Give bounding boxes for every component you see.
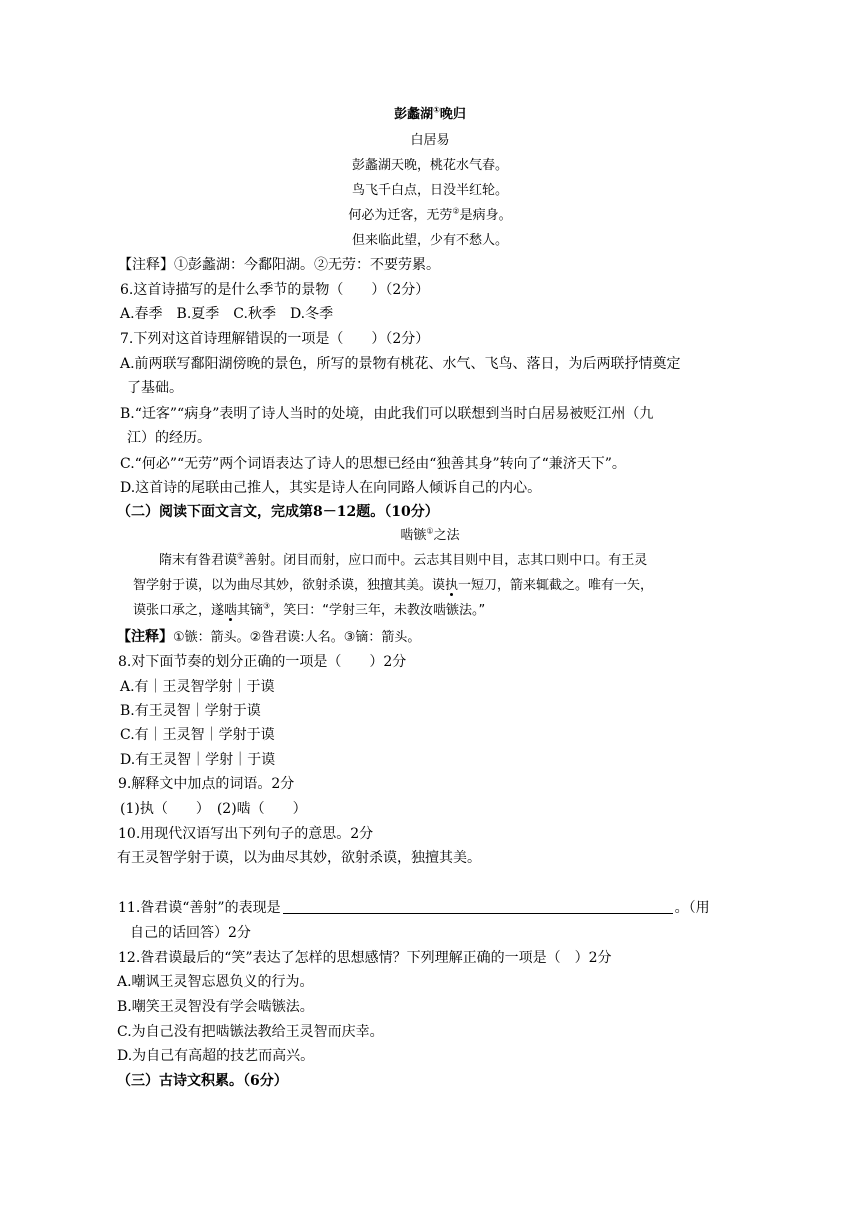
question-8-option: A.有｜王灵智学射｜于谟 [120, 679, 275, 695]
question-8-option: C.有｜王灵智｜学射于谟 [120, 727, 275, 743]
poem-annotation: 【注释】①彭蠡湖：今鄱阳湖。②无劳：不要劳累。 [118, 257, 440, 273]
question-7-option-b: B.“迁客”“病身”表明了诗人当时的处境，由此我们可以联想到当时白居易被贬江州（九 [120, 406, 654, 422]
classical-text-line: 智学射于谟，以为曲尽其妙，欲射杀谟，独擅其美。谟执一短刀，箭来辄截之。唯有一矢， [133, 578, 654, 593]
question-8-option: D.有王灵智｜学射｜于谟 [120, 752, 276, 768]
question-6: 6.这首诗描写的是什么季节的景物（ ）（2分） [120, 282, 430, 298]
question-9-items: (1)执（ ） (2)啮（ ） [120, 801, 307, 817]
poem-title: 彭蠡湖①晚归 [394, 105, 466, 122]
poem-line: 彭蠡湖天晚，桃花水气春。 [351, 158, 508, 173]
question-7-option-c: C.“何必”“无劳”两个词语表达了诗人的思想已经由“独善其身”转向了“兼济天下”。 [120, 456, 626, 472]
emphasis-dot-word: 啮 [224, 603, 238, 618]
question-7: 7.下列对这首诗理解错误的一项是（ ）（2分） [120, 331, 430, 347]
question-6-options: A.春季 B.夏季 C.秋季 D.冬季 [120, 306, 334, 322]
question-7-option-b-cont: 江）的经历。 [127, 430, 211, 446]
question-8-option: B.有王灵智｜学射于谟 [120, 703, 261, 719]
poem-line: 鸟飞千白点，日没半红轮。 [351, 183, 508, 198]
question-12: 12.昝君谟最后的“笑”表达了怎样的思想感情？下列理解正确的一项是（ ）2分 [118, 950, 612, 966]
question-10: 10.用现代汉语写出下列句子的意思。2分 [118, 826, 374, 842]
question-12-option: C.为自己没有把啮镞法教给王灵智而庆幸。 [117, 1024, 384, 1040]
question-12-option: B.嘲笑王灵智没有学会啮镞法。 [117, 999, 314, 1015]
question-12-option: D.为自己有高超的技艺而高兴。 [117, 1048, 315, 1064]
poem-line: 但来临此望，少有不愁人。 [351, 233, 508, 248]
classical-text-line: 谟张口承之，遂啮其镝③，笑曰：“学射三年，未教汝啮镞法。” [133, 601, 486, 618]
question-11-cont: 自己的话回答）2分 [130, 925, 251, 941]
question-11: 11.昝君谟“善射”的表现是 。（用 [118, 900, 710, 916]
question-8: 8.对下面节奏的划分正确的一项是（ ）2分 [118, 654, 407, 670]
classical-text-line: 隋末有昝君谟②善射。闭目而射，应口而中。云志其目则中目，志其口则中口。有王灵 [159, 551, 648, 568]
poem-line: 何必为迁客，无劳②是病身。 [348, 206, 512, 223]
question-7-option-a-cont: 了基础。 [127, 380, 183, 396]
question-7-option-a: A.前两联写鄱阳湖傍晚的景色，所写的景物有桃花、水气、飞鸟、落日，为后两联抒情奠定 [120, 356, 681, 372]
classical-text-annotation: 【注释】①镞：箭头。②昝君谟:人名。③镝：箭头。 [117, 629, 421, 645]
section-3-heading: （三）古诗文积累。（6分） [117, 1073, 288, 1089]
question-7-option-d: D.这首诗的尾联由己推人，其实是诗人在向同路人倾诉自己的内心。 [120, 480, 542, 496]
question-12-option: A.嘲讽王灵智忘恩负义的行为。 [117, 974, 314, 990]
section-2-heading: （二）阅读下面文言文，完成第8－12题。（10分） [117, 504, 439, 520]
question-9: 9.解释文中加点的词语。2分 [118, 776, 295, 792]
emphasis-dot-word: 执 [445, 578, 459, 593]
answer-blank[interactable] [283, 899, 673, 914]
classical-text-title: 啮镞①之法 [400, 526, 460, 543]
question-10-sentence: 有王灵智学射于谟，以为曲尽其妙，欲射杀谟，独擅其美。 [117, 850, 481, 866]
poem-author: 白居易 [410, 133, 450, 148]
